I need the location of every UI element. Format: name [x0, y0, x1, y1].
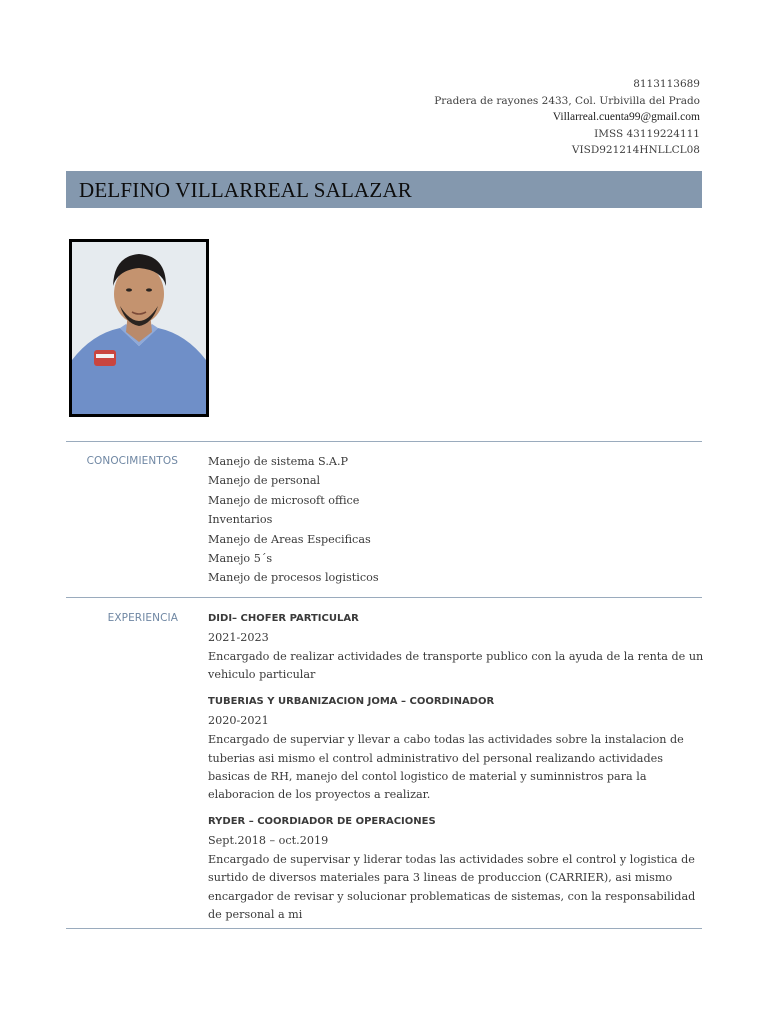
section-divider: [66, 597, 702, 598]
job-dates: Sept.2018 – oct.2019: [208, 834, 329, 848]
name-banner: [66, 171, 702, 208]
skill-item: Manejo de Areas Especificas: [208, 532, 371, 546]
job-title: DIDI– CHOFER PARTICULAR: [208, 613, 359, 624]
section-divider: [66, 441, 702, 442]
profile-photo: [69, 239, 209, 417]
job-title: RYDER – COORDIADOR DE OPERACIONES: [208, 816, 436, 828]
skill-item: Manejo de personal: [208, 474, 321, 488]
experience-list: [208, 609, 704, 921]
job-description: Encargado de superviar y llevar a cabo todas las actividades sobre la instalacion de tuberias asi mismo el control administrativo del personal realizando actividades basicas de RH, manejo del contol logistico de material y suminnistros para la elaboracion de los proyectos a realizar.: [208, 733, 684, 802]
contact-rfc: VISD921214HNLLCL08: [571, 144, 700, 156]
skills-list: [208, 452, 379, 588]
contact-address: Pradera de rayones 2433, Col. Urbivilla del Prado: [434, 94, 700, 107]
contact-phone: 8113113689: [633, 78, 700, 90]
contact-block: [434, 76, 700, 159]
skill-item: Inventarios: [208, 513, 273, 527]
section-title-conocimientos: CONOCIMIENTOS: [86, 455, 178, 467]
full-name: DELFINO VILLARREAL SALAZAR: [79, 178, 413, 202]
job-dates: 2021-2023: [208, 631, 269, 644]
job-entry: [208, 692, 704, 804]
person-portrait-icon: [72, 242, 206, 414]
contact-imss: IMSS 43119224111: [594, 127, 700, 140]
skill-item: Manejo 5´s: [208, 552, 273, 566]
skill-item: Manejo de microsoft office: [208, 493, 360, 507]
skill-item: Manejo de sistema S.A.P: [208, 455, 349, 468]
job-description: Encargado de realizar actividades de transporte publico con la ayuda de la renta de un vehiculo particular: [208, 650, 704, 682]
section-title-experiencia: EXPERIENCIA: [107, 612, 178, 624]
section-divider: [66, 928, 702, 929]
job-dates: 2020-2021: [208, 714, 269, 728]
job-entry: [208, 812, 704, 924]
skill-item: Manejo de procesos logisticos: [208, 571, 379, 585]
job-entry: [208, 609, 704, 684]
job-title: TUBERIAS Y URBANIZACION JOMA – COORDINADOR: [208, 696, 495, 708]
job-description: Encargado de supervisar y liderar todas las actividades sobre el control y logistica de surtido de diversos materiales para 3 lineas de produccion (CARRIER), asi mismo encargador de revisar y solucionar problematicas de sistemas, con la responsabilidad de personal a mi: [208, 853, 696, 921]
contact-email: Villarreal.cuenta99@gmail.com: [552, 111, 700, 123]
